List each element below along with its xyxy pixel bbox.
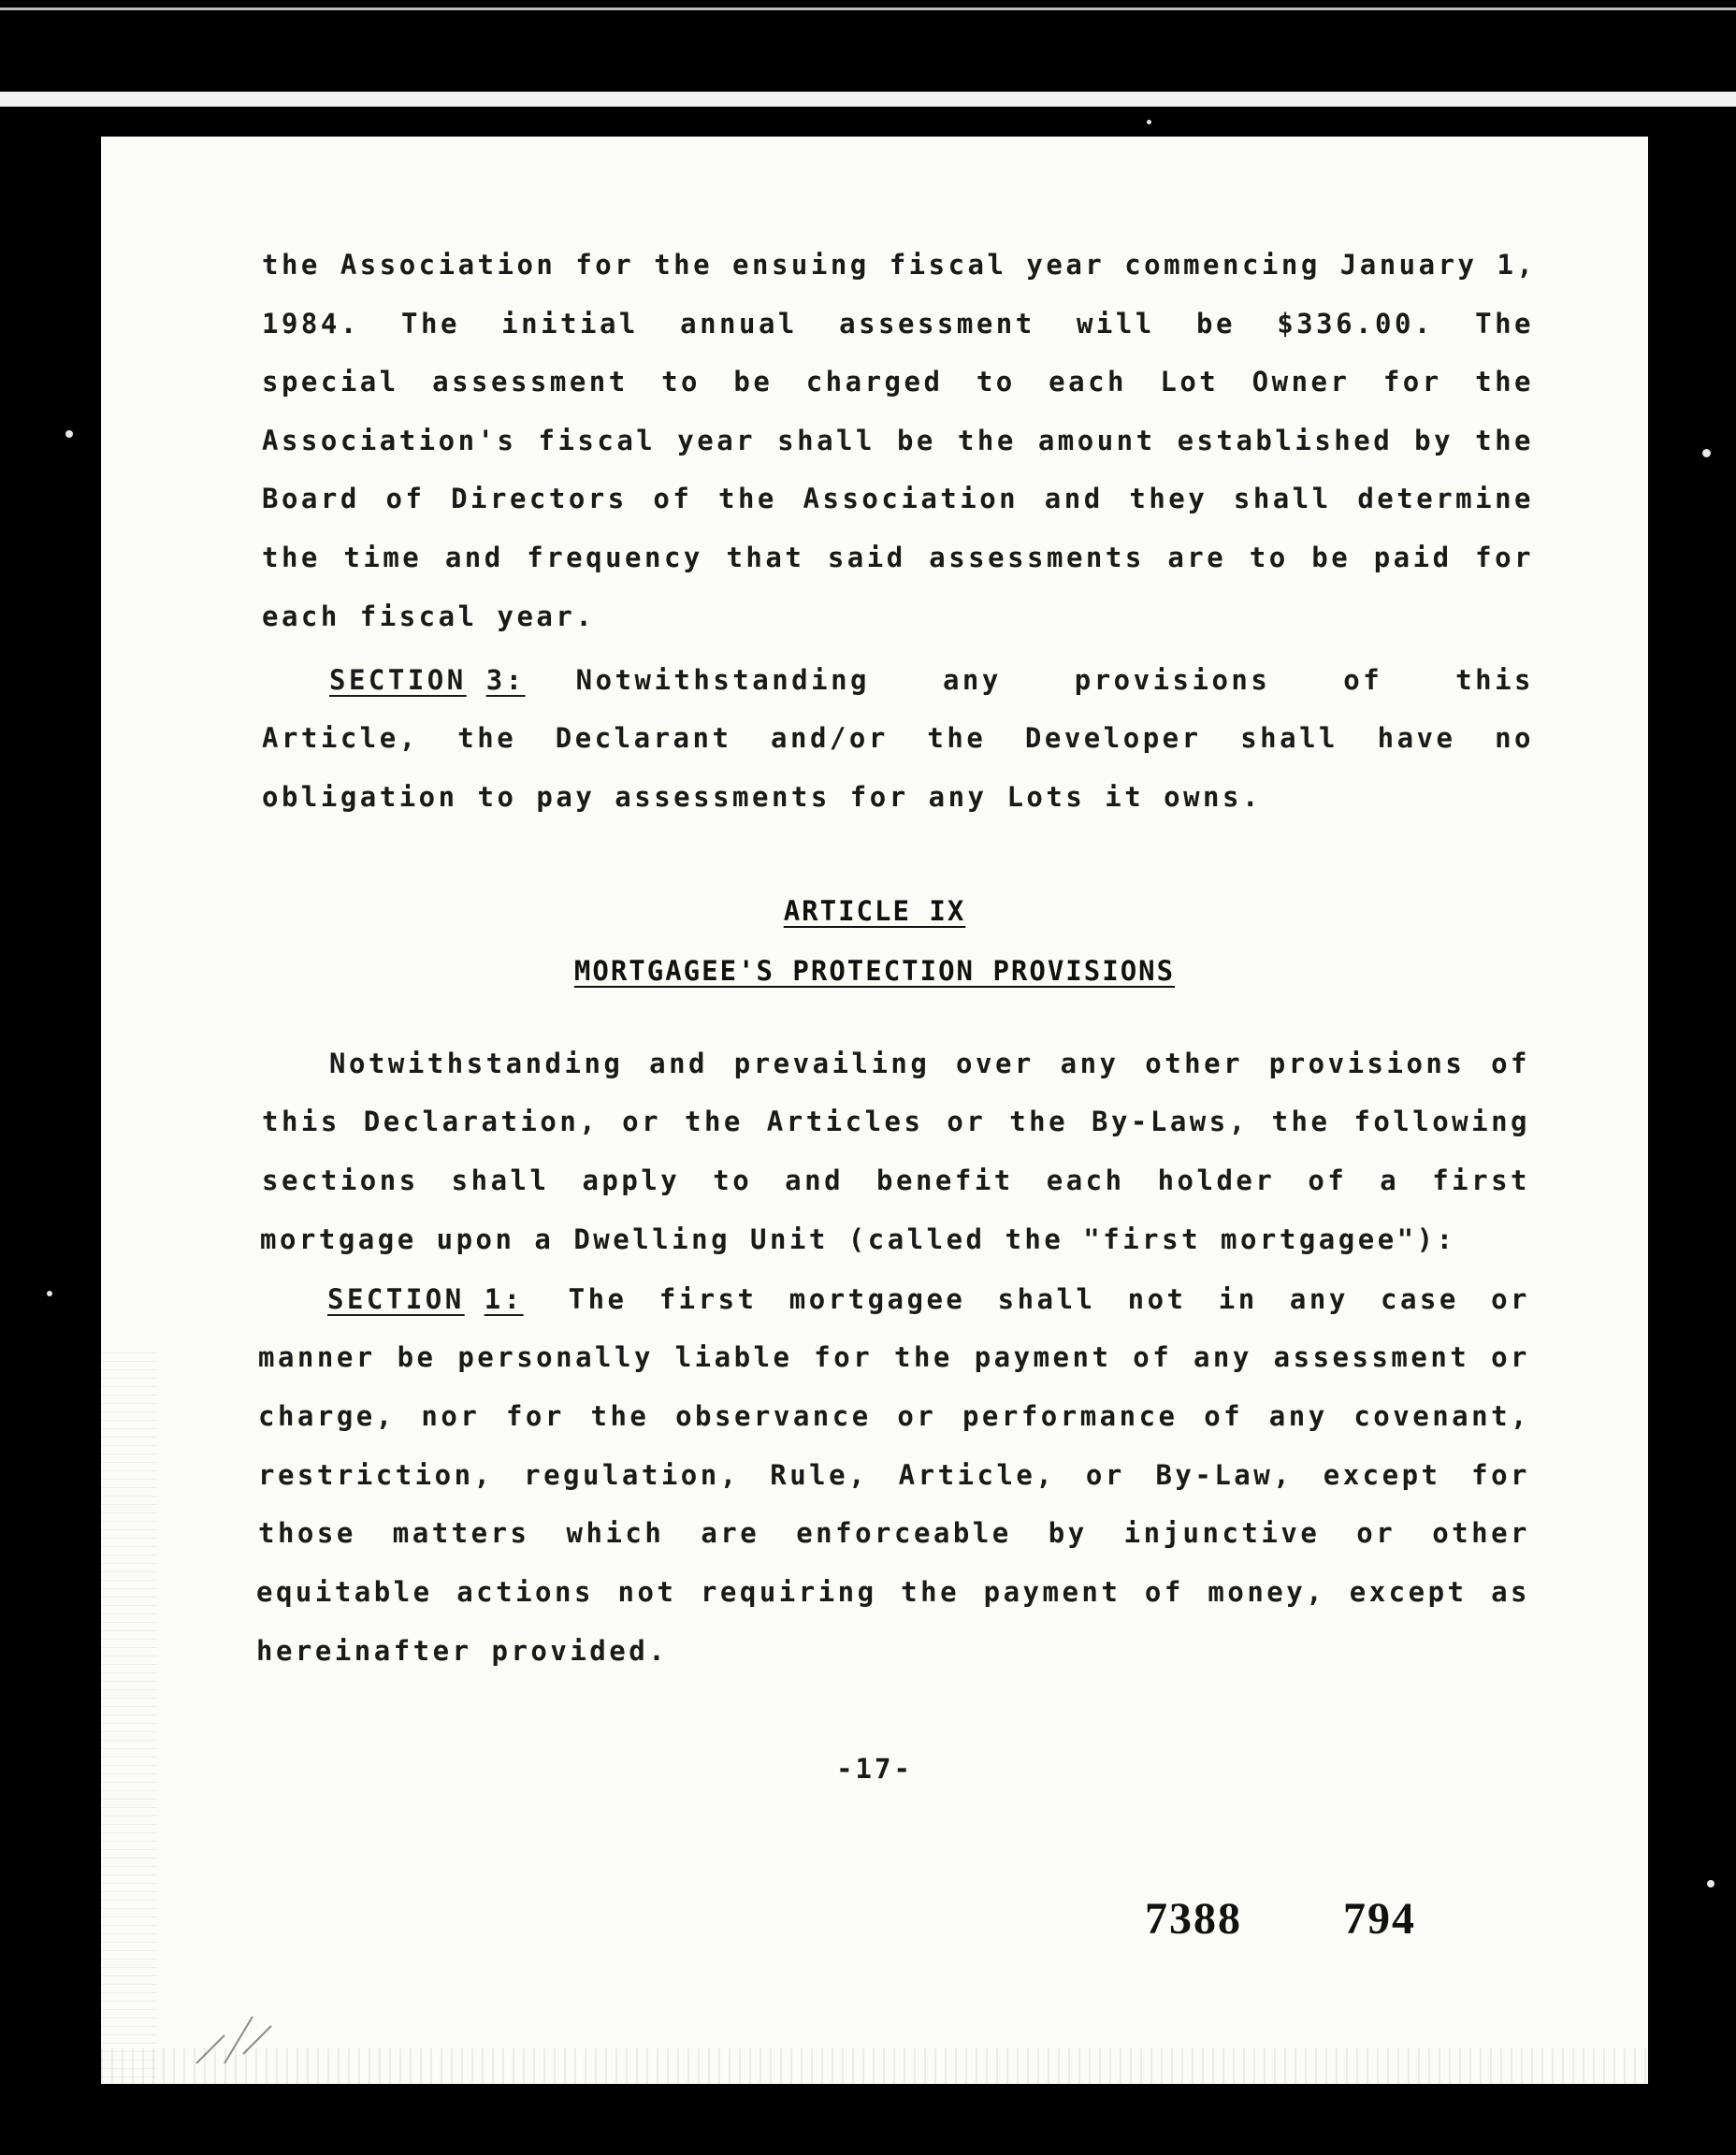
para1-line-7: each fiscal year.	[262, 600, 596, 632]
section3-line-1-text: Notwithstanding any provisions of this	[575, 664, 1534, 696]
scan-speck	[1702, 449, 1711, 457]
section1-heading	[260, 1283, 524, 1315]
section1-line-6: equitable actions not requiring the payment of money, except as	[256, 1576, 1530, 1608]
article-subtitle: MORTGAGEE'S PROTECTION PROVISIONS	[573, 955, 1176, 987]
para1-line-5: Board of Directors of the Association and they shall determine	[262, 483, 1534, 514]
para1-line-3: special assessment to be charged to each Lot Owner for the	[262, 366, 1534, 398]
section3-heading	[262, 664, 526, 696]
section3-label: SECTION	[329, 664, 467, 696]
scan-speck	[1147, 120, 1151, 124]
section1-number: 1:	[484, 1283, 524, 1315]
section1-line-1-text: The first mortgagee shall not in any case or	[568, 1283, 1530, 1315]
record-book-number: 7388	[1145, 1894, 1242, 1944]
intro-line-2: this Declaration, or the Articles or the By-Laws, the following	[262, 1106, 1530, 1137]
section1-line-2: manner be personally liable for the payment of any assessment or	[258, 1341, 1530, 1373]
section3-line-2: Article, the Declarant and/or the Developer shall have no	[262, 722, 1534, 754]
para1-line-4: Association's fiscal year shall be the amount established by the	[262, 425, 1534, 456]
section1-line-4: restriction, regulation, Rule, Article, or By-Law, except for	[258, 1459, 1530, 1491]
para1-line-1: the Association for the ensuing fiscal year commencing January 1,	[262, 249, 1537, 281]
section1-label: SECTION	[327, 1283, 465, 1315]
intro-line-1: Notwithstanding and prevailing over any other provisions of	[329, 1048, 1530, 1079]
page-number: -17-	[836, 1753, 913, 1785]
scan-speck	[47, 1291, 52, 1296]
record-page-number: 794	[1343, 1894, 1416, 1944]
intro-line-3: sections shall apply to and benefit each holder of a first	[262, 1164, 1530, 1196]
pen-mark	[187, 1998, 299, 2073]
section3-line-3: obligation to pay assessments for any Lots it owns.	[262, 781, 1262, 813]
section1-line-7: hereinafter provided.	[256, 1635, 669, 1667]
section3-number: 3:	[485, 664, 526, 696]
section1-line-5: those matters which are enforceable by injunctive or other	[258, 1517, 1530, 1549]
scan-speck	[65, 430, 73, 438]
intro-line-4: mortgage upon a Dwelling Unit (called the "first mortgagee"):	[260, 1223, 1456, 1255]
scan-edge-noise	[101, 1352, 157, 2082]
scan-top-thin-rule	[0, 7, 1736, 10]
section3-line-1	[262, 664, 1534, 696]
scan-bottom-noise	[101, 2048, 1648, 2084]
article-title: ARTICLE IX	[783, 895, 966, 927]
document-page	[101, 137, 1648, 2084]
scan-speck	[1707, 1880, 1714, 1887]
section1-line-3: charge, nor for the observance or performance of any covenant,	[258, 1400, 1530, 1432]
para1-line-6: the time and frequency that said assessments are to be paid for	[262, 542, 1534, 573]
section1-line-1	[260, 1283, 1530, 1315]
scan-top-rule	[0, 92, 1736, 107]
para1-line-2: 1984. The initial annual assessment will be $336.00. The	[262, 308, 1534, 340]
